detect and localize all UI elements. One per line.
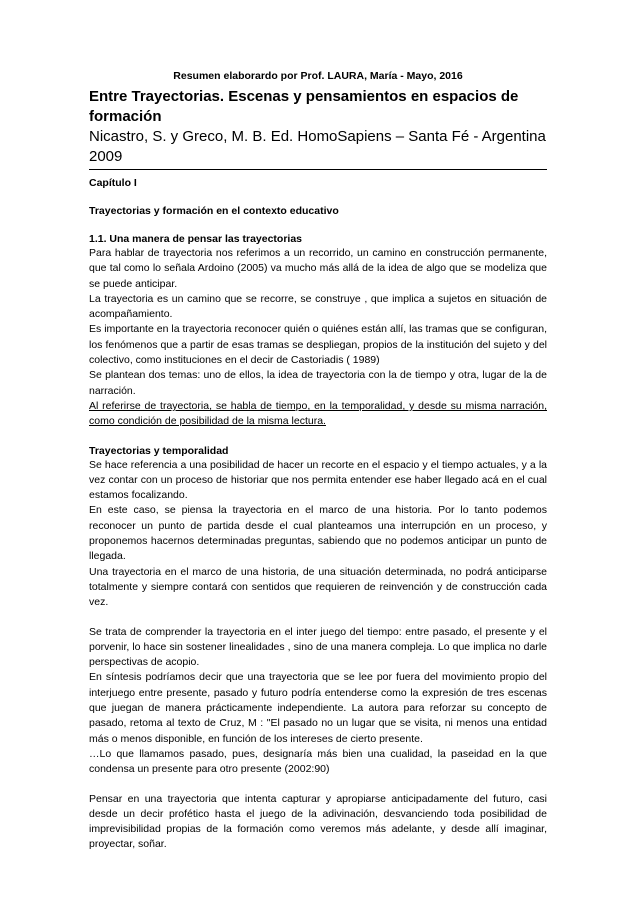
paragraph: Para hablar de trayectoria nos referimos a un recorrido, un camino en construcción permanente, que tal como lo señala Ardoino (2005) va mucho más allá de la idea de algo que se modeliza que se puede anticipar. — [89, 247, 547, 290]
chapter-heading: Capítulo I — [89, 177, 137, 189]
subsection-heading: 1.1. Una manera de pensar las trayectorias — [89, 233, 303, 245]
paragraph: Una trayectoria en el marco de una historia, de una situación determinada, no podrá anticiparse totalmente y siempre contará con sentidos que requieren de reinvención y de construcción cada vez. — [89, 565, 547, 609]
paragraph: En síntesis podríamos decir que una trayectoria que se lee por fuera del movimiento propio del interjuego entre presente, pasado y futuro podría entenderse como la expresión de tres escenas que juegan de manera prácticamente independiente. La autora para reforzar su concepto de pasado, retoma al texto de Cruz, M : "El pasado no un lugar que se visita, ni menos una entidad más o menos disponible, en función de los intereses de cierto presente. — [89, 671, 547, 745]
book-title: Entre Trayectorias. Escenas y pensamientos en espacios de formación — [89, 88, 519, 125]
paragraph: Se trata de comprender la trayectoria en el inter juego del tiempo: entre pasado, el presente y el porvenir, lo hace sin sostener linealidades , sino de una manera compleja. Lo que implica no darle perspectivas de acopio. — [89, 625, 547, 669]
paragraph: Es importante en la trayectoria reconocer quién o quiénes están allí, las tramas que se configuran, los fenómenos que a partir de esas tramas se despliegan, propios de la institución del sujeto y del colectivo, como instituciones en el decir de Castoriadis ( 1989) — [89, 323, 547, 367]
book-authors: Nicastro, S. y Greco, M. B. Ed. HomoSapiens – Santa Fé - Argentina 2009 — [89, 128, 546, 165]
paragraph: La trayectoria es un camino que se recorre, se construye , que implica a sujetos en situación de acompañamiento. — [89, 292, 547, 321]
paragraph: Se plantean dos temas: uno de ellos, la idea de trayectoria con la de tiempo y otra, lugar de la de narración. — [89, 369, 547, 397]
paragraph: Pensar en una trayectoria que intenta capturar y apropiarse anticipadamente del futuro, casi desde un decir profético hasta el juego de la adivinación, desvanciendo toda posibilidad de imprevisibilidad propias de la formación como veremos más adelante, y desde allí imaginar, proyectar, soñar. — [89, 792, 547, 851]
paragraph: En este caso, se piensa la trayectoria en el marco de una historia. Por lo tanto podemos reconocer un punto de partida desde el cual planteamos una interrupción en un proceso, y proponemos hacernos determinadas preguntas, sabiendo que no podemos anticipar un punto de llegada. — [89, 504, 547, 563]
section-heading: Trayectorias y formación en el contexto educativo — [89, 205, 339, 217]
underlined-paragraph: Al referirse de trayectoria, se habla de tiempo, en la temporalidad, y desde su misma narración, como condición de posibilidad de la misma lectura. — [89, 399, 547, 428]
document-page — [89, 70, 547, 853]
summary-header: Resumen elaborardo por Prof. LAURA, María - Mayo, 2016 — [173, 70, 463, 82]
subsection-heading: Trayectorias y temporalidad — [89, 444, 229, 457]
paragraph: Se hace referencia a una posibilidad de hacer un recorte en el espacio y el tiempo actuales, y a la vez contar con un proceso de historiar que nos permita entender ese haber llegado acá en el cual estamos focalizando. — [89, 458, 547, 502]
separator-line — [89, 169, 547, 170]
paragraph: …Lo que llamamos pasado, pues, designaría más bien una cualidad, la paseidad en la que condensa un presente para otro presente (2002:90) — [89, 747, 547, 776]
